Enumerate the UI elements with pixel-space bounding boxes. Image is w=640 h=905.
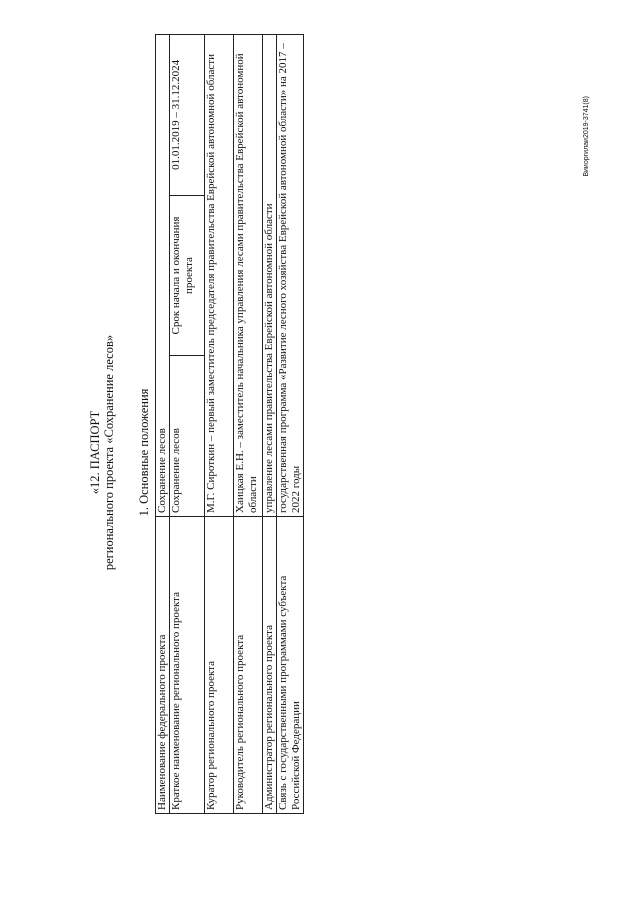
passport-table (155, 34, 304, 814)
term-value: 01.01.2019 – 31.12.2024 (170, 35, 205, 196)
table-row (234, 35, 263, 814)
row-value: Сохранение лесов (170, 356, 205, 517)
row-label: Руководитель регионального проекта (234, 517, 263, 814)
table-row (170, 35, 205, 814)
table-row (277, 35, 304, 814)
row-value: государственная программа «Развитие лесного хозяйства Еврейской автономной области» на 2017 – 2022 годы (277, 35, 304, 517)
row-value: управление лесами правительства Еврейской автономной области (263, 35, 277, 517)
row-label: Куратор регионального проекта (205, 517, 234, 814)
row-label: Наименование федерального проекта (156, 517, 170, 814)
row-value: М.Г. Сироткин – первый заместитель председателя правительства Еврейской автономной области (205, 35, 234, 517)
row-value: Сохранение лесов (156, 35, 170, 517)
table-row (156, 35, 170, 814)
table-row (205, 35, 234, 814)
document-code: Вииоргилаи2019-3741(8) (583, 96, 590, 177)
passport-subtitle: регионального проекта «Сохранение лесов» (102, 334, 116, 571)
row-label: Краткое наименование регионального проекта (170, 517, 205, 814)
row-label: Администратор регионального проекта (263, 517, 277, 814)
row-value: Хаицкая Е.Н. – заместитель начальника управления лесами правительства Еврейской автономной области (234, 35, 263, 517)
term-label: Срок начала и окончания проекта (170, 195, 205, 356)
row-label: Связь с государственными программами субъекта Российской Федерации (277, 517, 304, 814)
section-heading: 1. Основные положения (137, 388, 151, 517)
table-row (263, 35, 277, 814)
passport-title: «12. ПАСПОРТ (88, 410, 102, 495)
